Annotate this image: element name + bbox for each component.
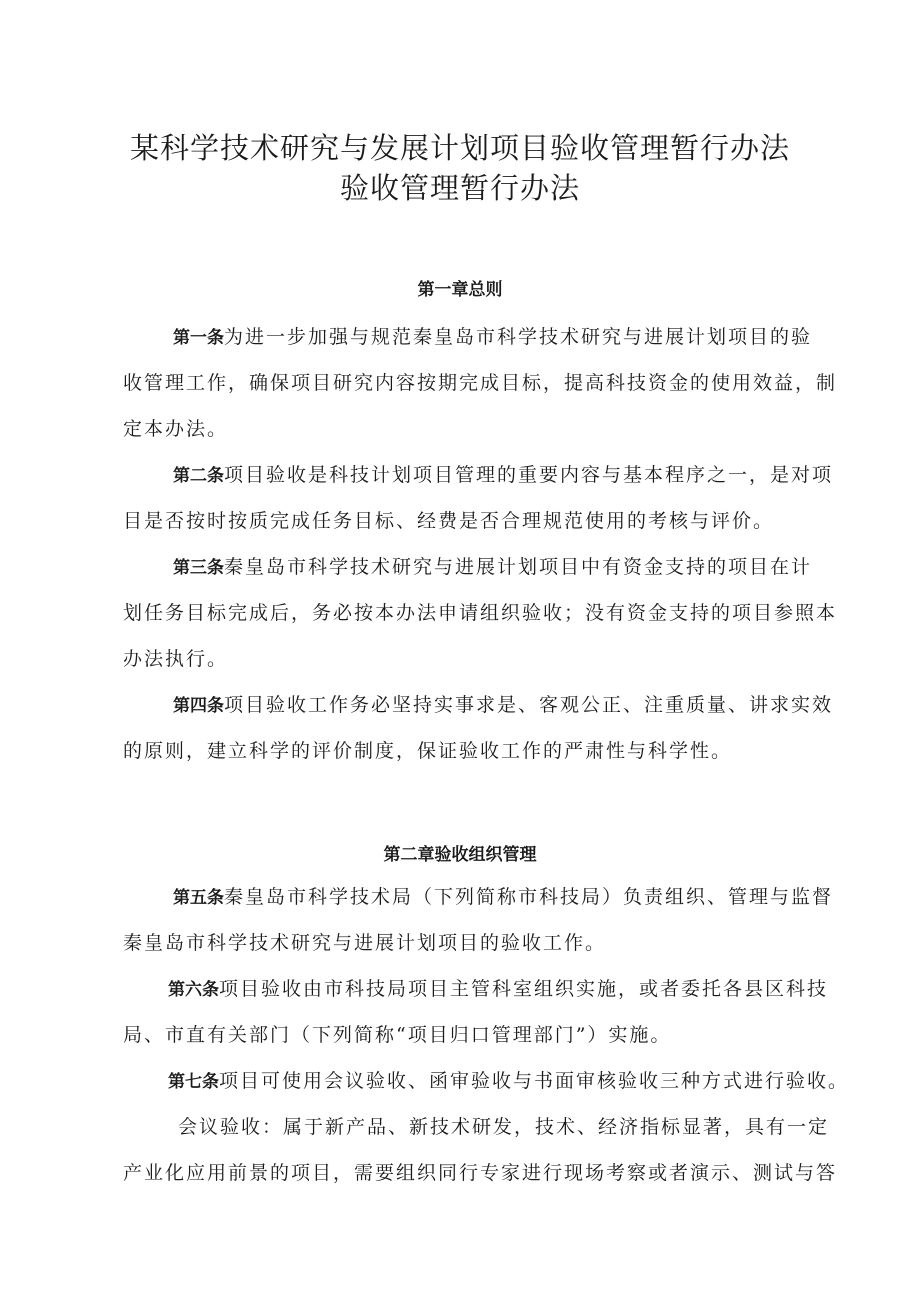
article-line	[123, 552, 813, 579]
article-line	[123, 690, 834, 717]
article-line: 收管理工作，确保项目研究内容按期完成目标，提高科技资金的使用效益，制	[123, 372, 838, 394]
article-text: 秦皇岛市科学技术局（下列简称市科技局）负责组织、管理与监督	[224, 886, 834, 908]
article-line	[123, 882, 834, 909]
article-text: 项目验收工作务必坚持实事求是、客观公正、注重质量、讲求实效	[224, 694, 834, 716]
article-line: 的原则，建立科学的评价制度，保证验收工作的严肃性与科学性。	[123, 740, 733, 762]
article-label: 第四条	[173, 696, 224, 716]
article-line: 产业化应用前景的项目，需要组织同行专家进行现场考察或者演示、测试与答	[123, 1162, 838, 1184]
article-label: 第五条	[173, 888, 224, 908]
article-label: 第二条	[173, 466, 224, 486]
article-text: 为进一步加强与规范秦皇岛市科学技术研究与进展计划项目的验	[224, 326, 813, 348]
article-text: 项目可使用会议验收、函审验收与书面审核验收三种方式进行验收。	[219, 1070, 850, 1092]
article-text: 项目验收由市科技局项目主管科室组织实施，或者委托各县区科技	[219, 978, 829, 1000]
article-label: 第七条	[168, 1072, 219, 1092]
article-line	[123, 1066, 850, 1093]
article-line: 秦皇岛市科学技术研究与进展计划项目的验收工作。	[123, 932, 607, 954]
article-line	[123, 974, 829, 1001]
chapter-heading: 第一章总则	[417, 280, 503, 300]
article-line	[123, 322, 813, 349]
article-line: 办法执行。	[123, 648, 229, 670]
article-label: 第三条	[173, 558, 224, 578]
article-label: 第六条	[168, 980, 219, 1000]
article-line	[123, 460, 834, 487]
document-subtitle: 验收管理暂行办法	[339, 171, 580, 205]
article-line: 目是否按时按质完成任务目标、经费是否合理规范使用的考核与评价。	[123, 510, 775, 532]
document-title: 某科学技术研究与发展计划项目验收管理暂行办法	[129, 131, 790, 165]
article-label: 第一条	[173, 328, 224, 348]
article-text: 项目验收是科技计划项目管理的重要内容与基本程序之一，是对项	[224, 464, 834, 486]
chapter-heading: 第二章验收组织管理	[383, 845, 537, 865]
article-line: 局、市直有关部门（下列简称“项目归口管理部门”）实施。	[123, 1024, 672, 1046]
article-text: 秦皇岛市科学技术研究与进展计划项目中有资金支持的项目在计	[224, 556, 813, 578]
article-line: 会议验收：属于新产品、新技术研发，技术、经济指标显著，具有一定	[178, 1116, 830, 1138]
article-line: 定本办法。	[123, 418, 229, 440]
article-line: 划任务目标完成后，务必按本办法申请组织验收；没有资金支持的项目参照本	[123, 602, 838, 624]
